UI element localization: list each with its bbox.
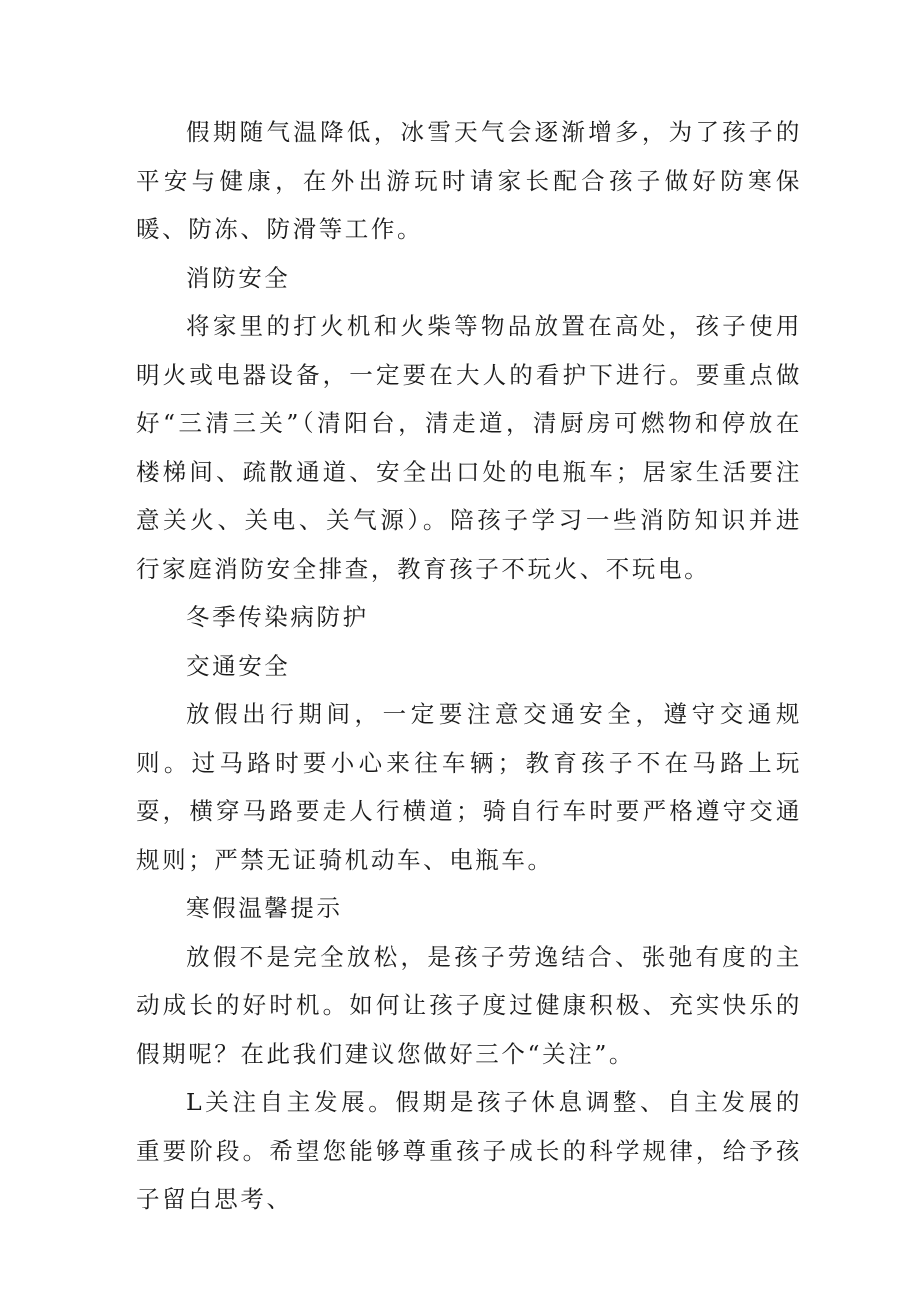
heading-fire-safety: 消防安全 <box>186 263 291 292</box>
paragraph-traffic-safety: 放假出行期间，一定要注意交通安全，遵守交通规则。过马路时要小心来往车辆；教育孩子不在马路上玩耍，横穿马路要走人行横道；骑自行车时要严格遵守交通规则；严禁无证骑机动车、电瓶车。 <box>136 700 802 874</box>
paragraph-fire-safety: 将家里的打火机和火柴等物品放置在高处，孩子使用明火或电器设备，一定要在大人的看护下进行。要重点做好“三清三关”（清阳台，清走道，清厨房可燃物和停放在楼梯间、疏散通道、安全出口处的电瓶车；居家生活要注意关火、关电、关气源）。陪孩子学习一些消防知识并进行家庭消防安全排查，教育孩子不玩火、不玩电。 <box>136 312 802 583</box>
heading-winter-tips: 寒假温馨提示 <box>186 894 343 922</box>
heading-winter-disease: 冬季传染病防护 <box>186 603 369 631</box>
paragraph-self-development: L关注自主发展。假期是孩子休息调整、自主发展的重要阶段。希望您能够尊重孩子成长的科学规律，给予孩子留白思考、 <box>136 1088 802 1213</box>
paragraph-winter-weather: 假期随气温降低，冰雪天气会逐渐增多，为了孩子的平安与健康，在外出游玩时请家长配合孩子做好防寒保暖、防冻、防滑等工作。 <box>136 118 802 243</box>
paragraph-winter-tips: 放假不是完全放松，是孩子劳逸结合、张弛有度的主动成长的好时机。如何让孩子度过健康积极、充实快乐的假期呢？在此我们建议您做好三个“关注”。 <box>136 942 802 1068</box>
heading-traffic-safety: 交通安全 <box>186 651 291 680</box>
